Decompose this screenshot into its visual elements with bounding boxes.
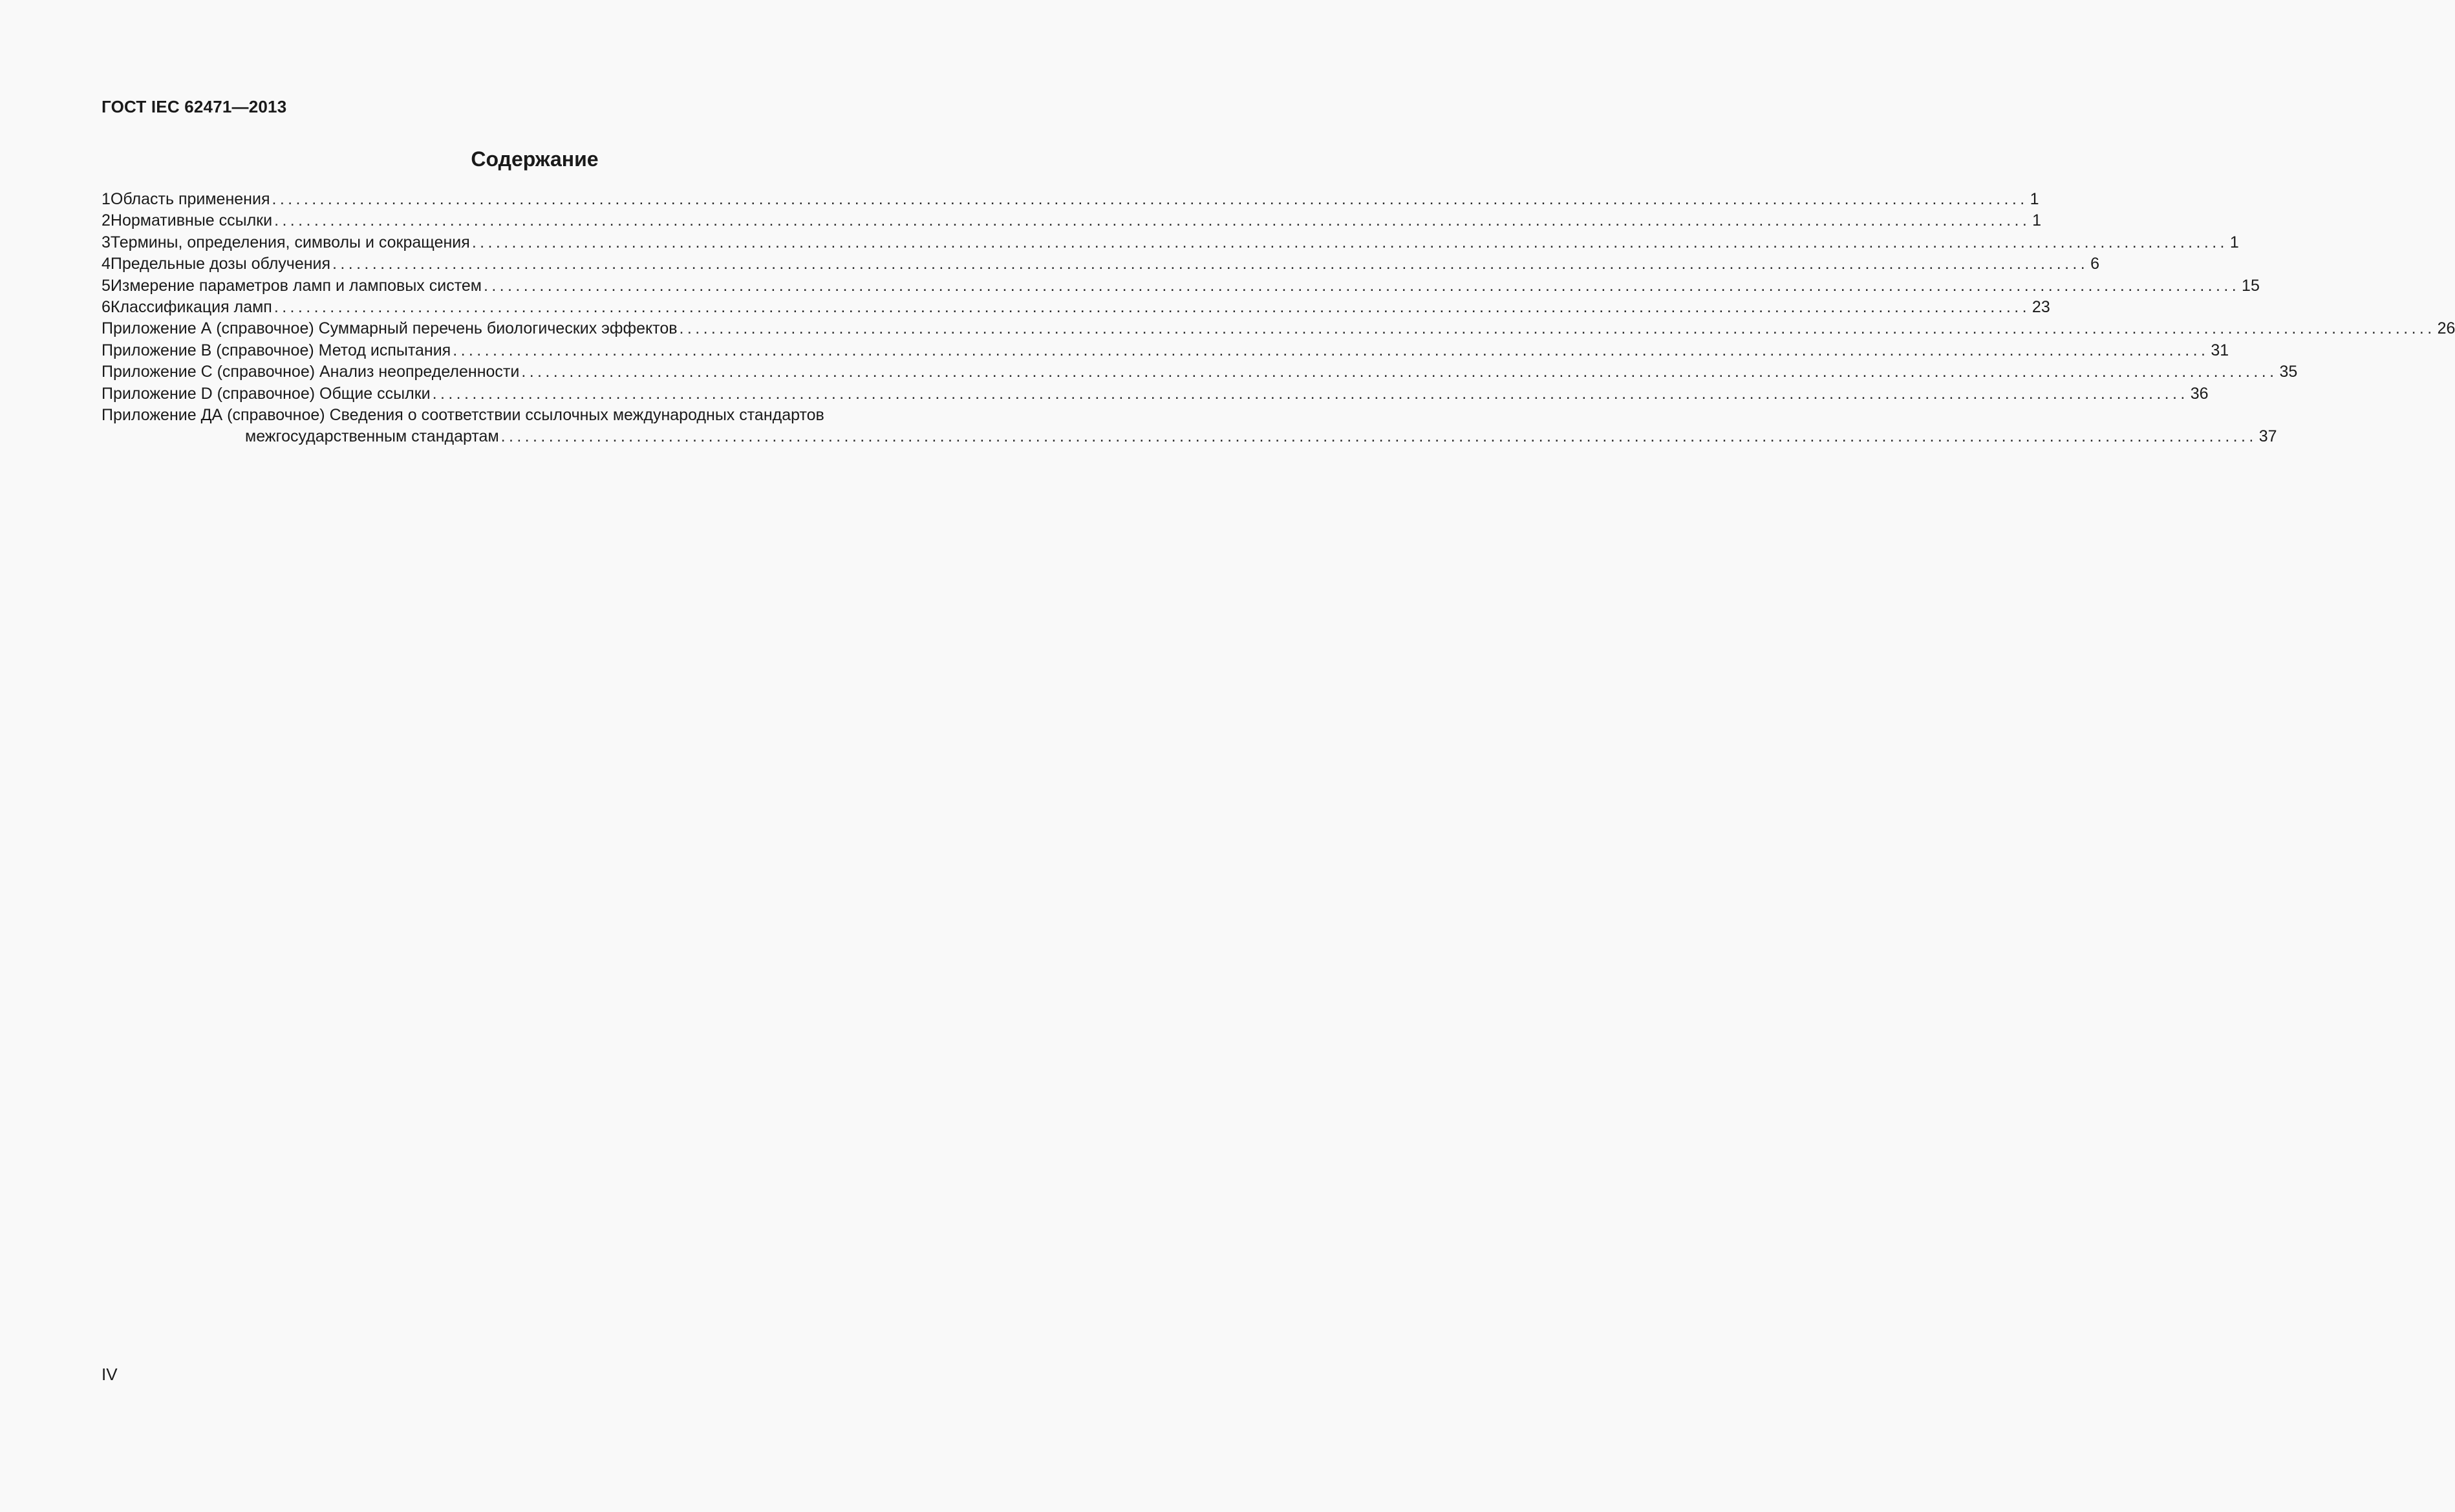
toc-entry-number: 6 [102, 297, 111, 316]
toc-title: Содержание [471, 147, 599, 171]
toc-leader-dots: ............................................................................................................................................................................................................................ [521, 363, 2278, 381]
toc-entry-title: Приложение D (справочное) Общие ссылки [102, 384, 431, 403]
toc-entry-title: Приложение С (справочное) Анализ неопределенности [102, 363, 520, 381]
toc-entry-title: Область применения [110, 190, 270, 208]
toc-entry-title: межгосударственным стандартам [245, 427, 499, 446]
toc-entry-title: Приложение ДА (справочное) Сведения о соответствии ссылочных международных стандартов [102, 405, 824, 424]
toc-leader-dots: ............................................................................................................................................................................................................................ [679, 319, 2436, 338]
toc-entry-1[interactable] [102, 189, 2039, 210]
toc-entry-page: 6 [2090, 255, 2100, 273]
toc-leader-dots: ............................................................................................................................................................................................................................ [273, 297, 2030, 316]
toc-entry-page: 35 [2279, 363, 2298, 381]
toc-entry-6[interactable] [102, 297, 2050, 318]
toc-entry-annex-a[interactable] [102, 318, 2455, 339]
toc-entry-title: Нормативные ссылки [110, 211, 273, 230]
page-number: IV [102, 1365, 118, 1384]
toc-leader-dots: ............................................................................................................................................................................................................................ [432, 384, 2189, 403]
toc-leader-dots: ............................................................................................................................................................................................................................ [274, 211, 2031, 230]
toc-leader-dots: ............................................................................................................................................................................................................................ [500, 427, 2257, 446]
toc-leader-dots: ............................................................................................................................................................................................................................ [332, 255, 2089, 273]
toc-leader-dots: ............................................................................................................................................................................................................................ [483, 276, 2240, 295]
toc-leader-dots: ............................................................................................................................................................................................................................ [471, 233, 2228, 251]
toc-entry-page: 1 [2030, 190, 2039, 208]
toc-entry-number: 5 [102, 276, 111, 295]
toc-entry-2[interactable] [102, 210, 2042, 231]
toc-entry-5[interactable] [102, 275, 2260, 297]
toc-entry-3[interactable] [102, 232, 2239, 253]
document-header: ГОСТ IEC 62471—2013 [102, 97, 287, 116]
toc-entry-title: Измерение параметров ламп и ламповых систем [110, 276, 482, 295]
toc-entry-page: 1 [2032, 211, 2042, 230]
table-of-contents [102, 189, 2455, 448]
toc-entry-page: 23 [2032, 297, 2050, 316]
toc-entry-page: 31 [2211, 341, 2229, 359]
toc-entry-number: 2 [102, 211, 111, 230]
toc-entry-annex-c[interactable] [102, 361, 2298, 383]
toc-entry-page: 1 [2229, 233, 2239, 251]
toc-entry-number: 1 [102, 190, 111, 208]
toc-entry-page: 26 [2437, 319, 2455, 338]
toc-entry-annex-b[interactable] [102, 340, 2229, 361]
toc-entry-title: Приложение А (справочное) Суммарный перечень биологических эффектов [102, 319, 678, 338]
toc-entry-annex-da-continued[interactable] [102, 426, 2277, 447]
toc-entry-title: Предельные дозы облучения [110, 255, 331, 273]
toc-entry-page: 15 [2242, 276, 2260, 295]
toc-entry-number: 3 [102, 233, 111, 251]
toc-entry-page: 37 [2258, 427, 2277, 446]
toc-leader-dots: ............................................................................................................................................................................................................................ [272, 190, 2028, 208]
toc-entry-page: 36 [2190, 384, 2209, 403]
toc-entry-annex-d[interactable] [102, 383, 2209, 405]
toc-entry-title: Термины, определения, символы и сокращения [110, 233, 470, 251]
toc-entry-title: Приложение В (справочное) Метод испытания [102, 341, 451, 359]
toc-entry-4[interactable] [102, 253, 2100, 275]
toc-leader-dots: ............................................................................................................................................................................................................................ [453, 341, 2209, 359]
toc-entry-title: Классификация ламп [110, 297, 272, 316]
toc-entry-annex-da[interactable] [102, 405, 967, 426]
toc-entry-number: 4 [102, 255, 111, 273]
